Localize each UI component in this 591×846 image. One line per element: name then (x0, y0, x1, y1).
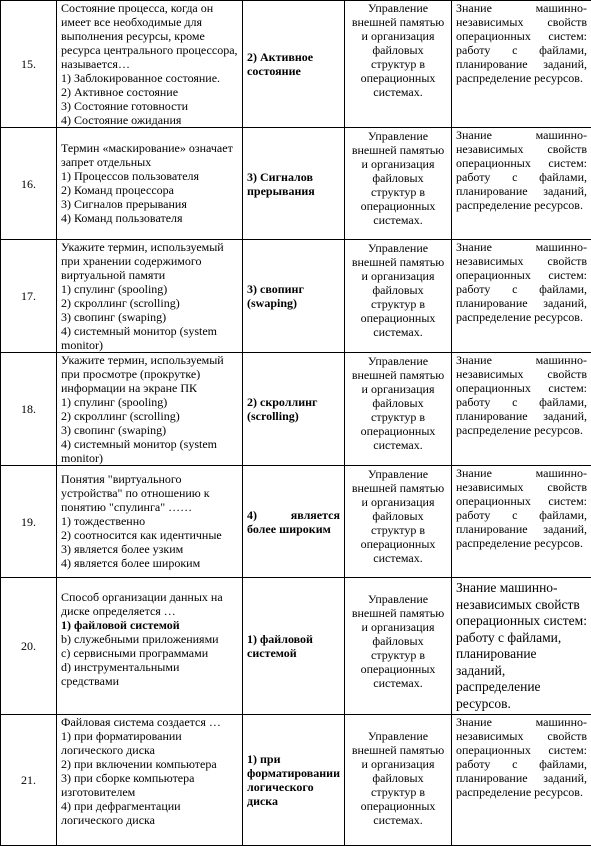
question-cell (57, 1, 243, 128)
table-row (1, 578, 591, 715)
row-number: 17. (1, 240, 57, 353)
answer-cell: 3) свопинг (swaping) (243, 240, 345, 353)
option-1: 1) Заблокированное состояние. (61, 71, 238, 85)
competence-cell: Знание машинно-независимых свойств операционных систем: работу с файлами, планирование заданий, распределение ресурсов. (452, 353, 591, 466)
question-text: Способ организации данных на диске определяется … (61, 590, 238, 618)
option-3: 3) является более узким (61, 542, 238, 556)
option-4: d) инструментальными средствами (61, 660, 238, 688)
option-4: 4) Команд пользователя (61, 211, 238, 225)
section-cell: Управление внешней памятью и организация файловых структур в операционных системах. (345, 578, 452, 715)
answer-cell: 4) является более широким (243, 466, 345, 578)
question-text: Укажите термин, используемый при просмотре (прокрутке) информации на экране ПК (61, 353, 238, 395)
answer-cell: 1) при форматировании логического диска (243, 715, 345, 846)
option-1: 1) Процессов пользователя (61, 169, 238, 183)
section-cell: Управление внешней памятью и организация файловых структур в операционных системах. (345, 353, 452, 466)
option-4: 4) системный монитор (system monitor) (61, 437, 238, 465)
table-row (1, 715, 591, 846)
row-number: 21. (1, 715, 57, 846)
option-2: b) служебными приложениями (61, 632, 238, 646)
question-cell (57, 353, 243, 466)
option-4: 4) при дефрагментации логического диска (61, 799, 238, 827)
question-cell (57, 578, 243, 715)
answer-cell: 1) файловой системой (243, 578, 345, 715)
question-text: Файловая система создается … (61, 715, 238, 729)
question-cell (57, 128, 243, 240)
row-number: 18. (1, 353, 57, 466)
option-2: 2) Активное состояние (61, 85, 238, 99)
competence-cell: Знание машинно-независимых свойств операционных систем: работу с файлами, планирование заданий, распределение ресурсов. (452, 1, 591, 128)
table-row (1, 128, 591, 240)
option-2: 2) скроллинг (scrolling) (61, 296, 238, 310)
row-number: 16. (1, 128, 57, 240)
section-cell: Управление внешней памятью и организация файловых структур в операционных системах. (345, 240, 452, 353)
question-text: Укажите термин, используемый при хранении содержимого виртуальной памяти (61, 240, 238, 282)
row-number: 20. (1, 578, 57, 715)
option-3: 3) свопинг (swaping) (61, 310, 238, 324)
table-row (1, 240, 591, 353)
option-3: 3) при сборке компьютера изготовителем (61, 771, 238, 799)
answer-cell: 2) Активное состояние (243, 1, 345, 128)
option-4: 4) системный монитор (system monitor) (61, 324, 238, 352)
option-4: 4) является более широким (61, 556, 238, 570)
question-cell (57, 240, 243, 353)
option-2: 2) при включении компьютера (61, 757, 238, 771)
option-1: 1) спулинг (spooling) (61, 282, 238, 296)
option-3: 3) Сигналов прерывания (61, 197, 238, 211)
option-3: c) сервисными программами (61, 646, 238, 660)
question-text: Термин «маскирование» означает запрет отдельных (61, 141, 238, 169)
question-text: Состояние процесса, когда он имеет все необходимые для выполнения ресурсы, кроме ресурса центрального процессора, называется… (61, 1, 238, 71)
section-cell: Управление внешней памятью и организация файловых структур в операционных системах. (345, 1, 452, 128)
option-2: 2) соотносится как идентичные (61, 528, 238, 542)
competence-cell: Знание машинно-независимых свойств операционных систем: работу с файлами, планирование заданий, распределение ресурсов. (452, 466, 591, 578)
section-cell: Управление внешней памятью и организация файловых структур в операционных системах. (345, 715, 452, 846)
table-row (1, 466, 591, 578)
option-4: 4) Состояние ожидания (61, 113, 238, 127)
option-2: 2) Команд процессора (61, 183, 238, 197)
option-1: 1) файловой системой (61, 618, 238, 632)
competence-cell: Знание машинно-независимых свойств операционных систем: работу с файлами, планирование заданий, распределение ресурсов. (452, 240, 591, 353)
section-cell: Управление внешней памятью и организация файловых структур в операционных системах. (345, 128, 452, 240)
option-1: 1) спулинг (spooling) (61, 395, 238, 409)
option-1: 1) при форматировании логического диска (61, 729, 238, 757)
question-cell (57, 715, 243, 846)
table-row (1, 353, 591, 466)
option-2: 2) скроллинг (scrolling) (61, 409, 238, 423)
question-text: Понятия "виртуального устройства" по отношению к понятию "спулинга" …… (61, 472, 238, 514)
answer-cell: 3) Сигналов прерывания (243, 128, 345, 240)
row-number: 19. (1, 466, 57, 578)
option-1: 1) тождественно (61, 514, 238, 528)
option-3: 3) свопинг (swaping) (61, 423, 238, 437)
answer-cell: 2) скроллинг (scrolling) (243, 353, 345, 466)
table-row (1, 1, 591, 128)
option-3: 3) Состояние готовности (61, 99, 238, 113)
competence-cell: Знание машинно-независимых свойств операционных систем: работу с файлами, планирование заданий, распределение ресурсов. (452, 128, 591, 240)
row-number: 15. (1, 1, 57, 128)
competence-cell: Знание машинно-независимых свойств операционных систем: работу с файлами, планирование заданий, распределение ресурсов. (452, 578, 591, 715)
question-cell (57, 466, 243, 578)
competence-cell: Знание машинно-независимых свойств операционных систем: работу с файлами, планирование заданий, распределение ресурсов. (452, 715, 591, 846)
section-cell: Управление внешней памятью и организация файловых структур в операционных системах. (345, 466, 452, 578)
